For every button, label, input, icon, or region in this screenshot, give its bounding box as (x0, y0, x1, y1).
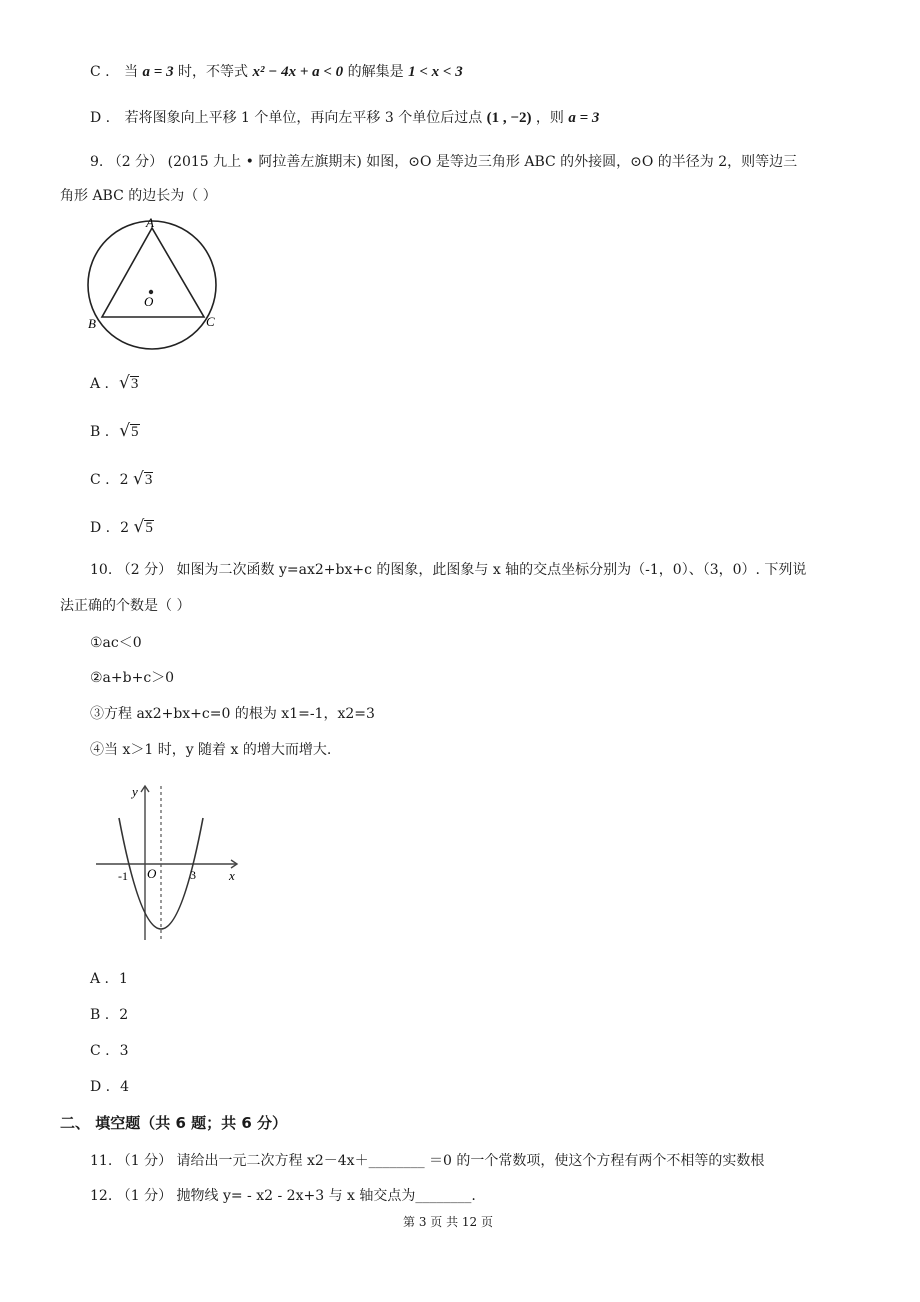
option-d-prev: D . 若将图象向上平移 1 个单位，再向左平移 3 个单位后过点 (1 , −2) ，则 a = 3 (90, 110, 600, 126)
page-footer: 第 3 页 共 12 页 (403, 1215, 493, 1229)
graph-neg-root-label: -1 (118, 869, 128, 883)
math-solution-set: 1 < x < 3 (408, 64, 463, 80)
q10-option-d: D . 4 (90, 1079, 130, 1095)
q9-circle-figure (84, 215, 234, 355)
label-c: C (206, 314, 215, 329)
q10-statement-2: ②a+b+c＞0 (90, 670, 175, 686)
q12-stem: 12. （1 分） 抛物线 y= - x2 - 2x+3 与 x 轴交点为________. (90, 1188, 476, 1204)
sqrt-icon: √ (119, 421, 131, 441)
sqrt-icon: √ (119, 373, 130, 393)
q11-stem: 11. （1 分） 请给出一元二次方程 x2－4x＋________ ＝0 的一个常数项，使这个方程有两个不相等的实数根 (90, 1153, 765, 1169)
graph-x-label: x (229, 868, 235, 883)
sqrt-icon: √ (133, 517, 145, 537)
q9-option-a: A . √3 (90, 373, 139, 393)
q10-option-c: C . 3 (90, 1043, 129, 1059)
math-a-eq-3: a = 3 (568, 110, 600, 126)
section-title-fill-in: 二、 填空题（共 6 题；共 6 分） (60, 1114, 287, 1132)
q10-parabola-graph (92, 780, 247, 945)
label-a: A (146, 215, 154, 230)
q10-statement-3: ③方程 ax2+bx+c=0 的根为 x1=-1，x2=3 (90, 706, 375, 722)
q10-statement-4: ④当 x＞1 时，y 随着 x 的增大而增大. (90, 742, 332, 758)
label-b: B (88, 316, 96, 331)
q9-stem-line1: 9. （2 分） (2015 九上 • 阿拉善左旗期末) 如图，⊙O 是等边三角形 ABC 的外接圆，⊙O 的半径为 2，则等边三 (90, 154, 798, 170)
q9-option-c: C . 2 √3 (90, 469, 153, 489)
graph-y-label: y (132, 784, 138, 799)
q9-option-d: D . 2 √5 (90, 517, 153, 537)
q10-stem-line1: 10. （2 分） 如图为二次函数 y=ax2+bx+c 的图象，此图象与 x 轴的交点坐标分别为（-1，0）、（3，0）. 下列说 (90, 562, 807, 578)
sqrt-icon: √ (133, 469, 144, 489)
label-o: O (144, 294, 154, 309)
q10-option-b: B . 2 (90, 1007, 129, 1023)
math-inequality: x² − 4x + a < 0 (252, 64, 344, 80)
q10-statement-1: ①ac＜0 (90, 635, 142, 651)
option-c-prev: C . 当 a = 3 时，不等式 x² − 4x + a < 0 的解集是 1 < x < 3 (90, 64, 463, 80)
math-a-eq-3: a = 3 (142, 64, 174, 80)
q10-stem-line2: 法正确的个数是（ ） (60, 598, 191, 614)
graph-origin-label: O (147, 866, 157, 881)
q9-stem-line2: 角形 ABC 的边长为（ ） (60, 188, 217, 204)
graph-pos-root-label: 3 (190, 868, 196, 882)
math-point: (1 , −2) (486, 110, 532, 126)
q9-option-b: B . √5 (90, 421, 139, 441)
q10-option-a: A . 1 (90, 971, 128, 987)
